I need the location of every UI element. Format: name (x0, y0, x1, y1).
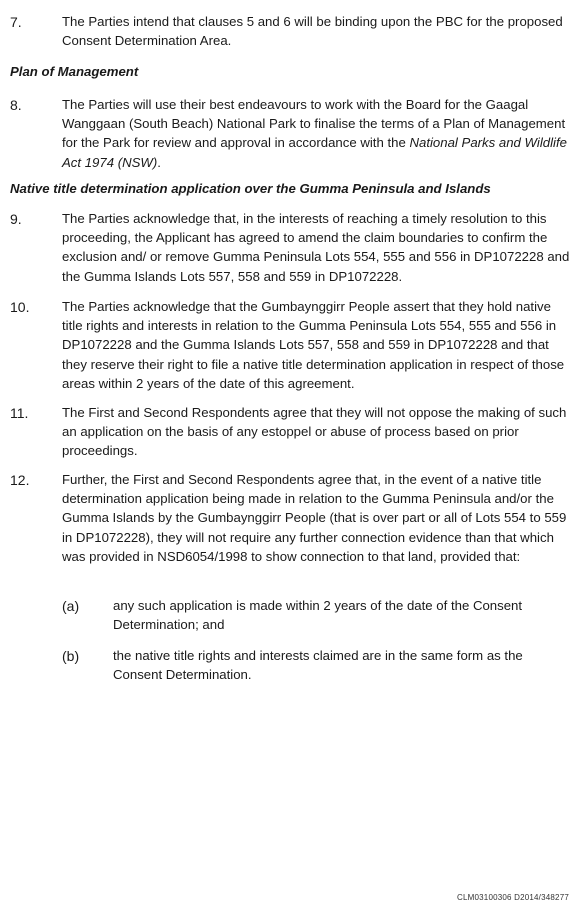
document-reference-footer: CLM03100306 D2014/348277 (457, 893, 569, 902)
clause-text: The First and Second Respondents agree that they will not oppose the making of such an application on the basis of any estoppel or abuse of process based on prior proceedings. (62, 405, 567, 459)
clause-text: The Parties intend that clauses 5 and 6 will be binding upon the PBC for the proposed Consent Determination Area. (62, 14, 563, 49)
clause-number: 9. (10, 211, 22, 227)
clause-text: The Parties acknowledge that the Gumbaynggirr People assert that they hold native title rights and interests in relation to the Gumma Peninsula Lots 554, 555 and 556 in DP1072228 and the Gumma Islands Lots 557, 558 and 559 in DP1072228 and that they reserve their right to file a native title determination application in respect of those areas within 2 years of the date of this agreement. (62, 299, 565, 391)
subclause-label: (b) (62, 648, 80, 664)
clause-number: 12. (10, 472, 30, 488)
clause-text-part: . (157, 154, 161, 170)
clause-number: 10. (10, 299, 30, 315)
subclause-text: the native title rights and interests claimed are in the same form as the Consent Determination. (113, 648, 523, 683)
clause-number: 8. (10, 97, 22, 113)
clause-text: The Parties acknowledge that, in the interests of reaching a timely resolution to this proceeding, the Applicant has agreed to amend the claim boundaries to confirm the exclusion and/ or remove Gumma Peninsula Lots 554, 555 and 556 in DP1072228 and the Gumma Islands Lots 557, 558 and 559 in DP1072228. (62, 211, 570, 284)
section-heading-native-title: Native title determination application over the Gumma Peninsula and Islands (10, 181, 491, 196)
subclause-text: any such application is made within 2 years of the date of the Consent Determination; and (113, 598, 523, 633)
clause-text (62, 95, 570, 172)
clause-number: 11. (10, 405, 29, 421)
act-title: National Parks and Wildlife Act 1974 (NSW) (62, 135, 567, 170)
subclause-label: (a) (62, 598, 80, 614)
clause-text: Further, the First and Second Respondents agree that, in the event of a native title determination application being made in relation to the Gumma Peninsula and/or the Gumma Islands by the Gumbaynggirr People (that is over part or all of Lots 554 to 559 in DP1072228), they will not require any further connection evidence than that which was provided in NSD6054/1998 to show connection to that land, provided that: (62, 472, 567, 564)
clause-number: 7. (10, 14, 22, 30)
section-heading-plan-of-management: Plan of Management (10, 64, 139, 79)
clause-text-part: The Parties will use their best endeavours to work with the Board for the Gaagal Wanggaan (South Beach) National Park to finalise the terms of a Plan of Management for the Park for review and approval in accordance with the (62, 97, 566, 151)
